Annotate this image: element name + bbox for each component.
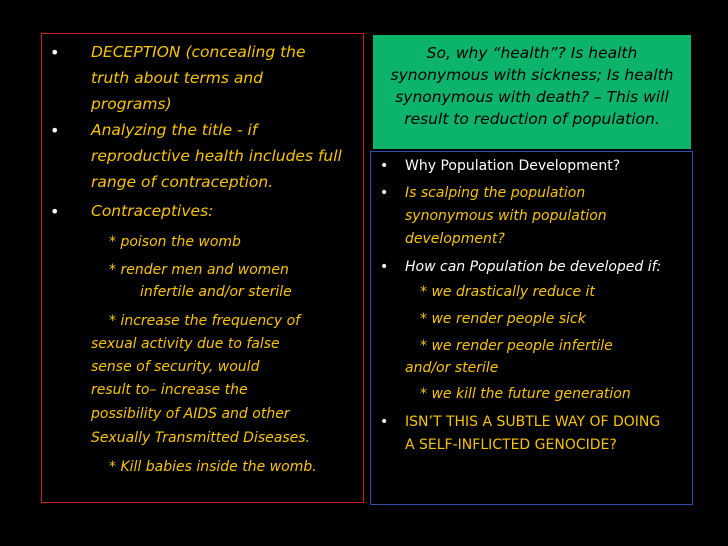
- right-bullet-2: •: [380, 185, 389, 201]
- left-item-1-line-1: DECEPTION (concealing the: [91, 43, 306, 61]
- left-item-3-line-1: Contraceptives:: [91, 202, 214, 220]
- right-q4-line-1: ISN’T THIS A SUBTLE WAY OF DOING: [405, 414, 661, 430]
- left-bullet-1: •: [50, 43, 60, 62]
- left-item-2-line-2: reproductive health includes full: [91, 147, 342, 165]
- left-sub-line-4: * increase the frequency of: [109, 313, 301, 329]
- right-sub-4: and/or sterile: [405, 360, 499, 376]
- left-item-2-line-1: Analyzing the title - if: [91, 121, 258, 139]
- right-q2-line-3: development?: [405, 231, 505, 247]
- right-sub-5: * we kill the future generation: [420, 386, 631, 402]
- left-bullet-3: •: [50, 202, 60, 221]
- right-q3: How can Population be developed if:: [405, 259, 662, 275]
- right-q4-line-2: A SELF-INFLICTED GENOCIDE?: [405, 437, 617, 453]
- right-q2-line-1: Is scalping the population: [405, 185, 586, 201]
- right-bullet-4: •: [380, 414, 389, 430]
- left-sub-line-1: * poison the womb: [109, 234, 241, 250]
- left-sub-line-6: sense of security, would: [91, 359, 260, 375]
- right-q2-line-2: synonymous with population: [405, 208, 607, 224]
- right-bullet-1: •: [380, 158, 389, 174]
- left-sub-line-8: possibility of AIDS and other: [91, 406, 290, 422]
- right-sub-3: * we render people infertile: [420, 338, 613, 354]
- green-callout-line-2: synonymous with sickness; Is health: [390, 66, 674, 84]
- right-sub-1: * we drastically reduce it: [420, 284, 595, 300]
- right-bullet-3: •: [380, 259, 389, 275]
- right-q1: Why Population Development?: [405, 158, 621, 174]
- green-callout-line-1: So, why “health”? Is health: [426, 44, 638, 62]
- left-item-1-line-2: truth about terms and: [91, 69, 263, 87]
- left-item-1-line-3: programs): [91, 95, 172, 113]
- left-sub-line-10: * Kill babies inside the womb.: [109, 459, 317, 475]
- green-callout-line-3: synonymous with death? – This will: [395, 88, 669, 106]
- green-callout-line-4: result to reduction of population.: [404, 110, 660, 128]
- left-sub-line-9: Sexually Transmitted Diseases.: [91, 430, 310, 446]
- left-sub-line-7: result to– increase the: [91, 382, 248, 398]
- left-sub-line-2: * render men and women: [109, 262, 289, 278]
- left-sub-line-3: infertile and/or sterile: [140, 284, 292, 300]
- left-sub-line-5: sexual activity due to false: [91, 336, 280, 352]
- left-bullet-2: •: [50, 121, 60, 140]
- right-sub-2: * we render people sick: [420, 311, 586, 327]
- green-callout-box: [373, 35, 691, 149]
- left-item-2-line-3: range of contraception.: [91, 173, 274, 191]
